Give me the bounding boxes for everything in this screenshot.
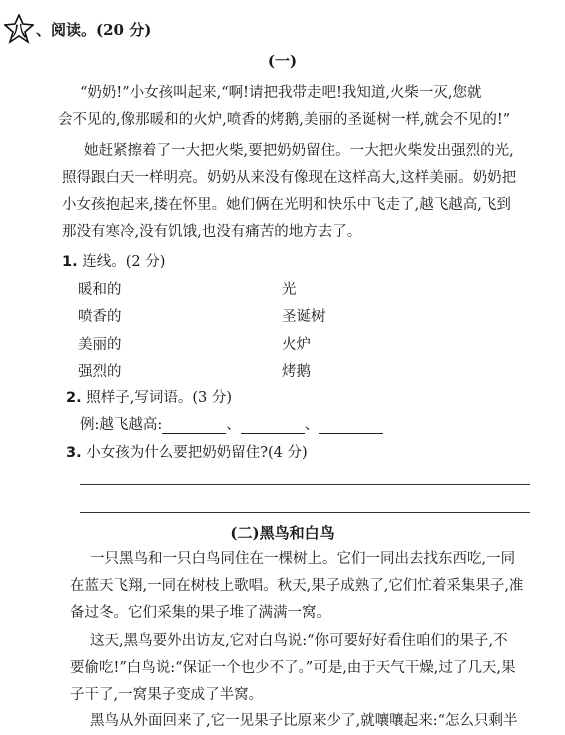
question-2-example [80, 413, 383, 434]
question-text: 照样子,写词语。(3 分) [86, 390, 232, 406]
section-title: 、阅读。(20 分) [36, 21, 152, 39]
match-left-item[interactable]: 喷香的 [78, 309, 122, 325]
section-number: 八 [11, 22, 27, 40]
text-line: 会不见的,像那暖和的火炉,喷香的烤鹅,美丽的圣诞树一样,就会不见的!” [58, 112, 511, 128]
text-line: 一只黑鸟和一只白鸟同住在一棵树上。它们一同出去找东西吃,一同 [90, 551, 516, 567]
text-line: 要偷吃!”白鸟说:“保证一个也少不了。”可是,由于天气干燥,过了几天,果 [70, 660, 516, 676]
text-line: 小女孩抱起来,搂在怀里。她们俩在光明和快乐中飞走了,越飞越高,飞到 [62, 197, 511, 213]
part2-heading: (二)黑鸟和白鸟 [230, 524, 335, 542]
part2-paragraph-3 [90, 708, 546, 735]
part1-paragraph-1 [58, 80, 536, 134]
text-line: “奶奶!”小女孩叫起来,“啊!请把我带走吧!我知道,火柴一灭,您就 [80, 85, 482, 101]
question-3 [66, 441, 308, 462]
answer-line[interactable] [80, 512, 530, 513]
answer-line[interactable] [80, 484, 530, 485]
question-number: 3. [66, 445, 82, 461]
match-right-item[interactable]: 圣诞树 [282, 309, 326, 325]
text-line: 这天,黑鸟要外出访友,它对白鸟说:“你可要好好看住咱们的果子,不 [90, 633, 508, 649]
section-number-badge [4, 14, 34, 44]
question-number: 2. [66, 390, 82, 406]
part1-heading: (一) [267, 52, 298, 70]
example-label: 例:越飞越高: [80, 417, 163, 433]
text-line: 子干了,一窝果子变成了半窝。 [70, 687, 264, 703]
part2-paragraph-1 [70, 546, 546, 627]
answer-blank[interactable] [162, 419, 226, 434]
text-line: 她赶紧擦着了一大把火柴,要把奶奶留住。一大把火柴发出强烈的光, [84, 143, 514, 159]
question-text: 连线。(2 分) [82, 254, 166, 270]
question-text: 小女孩为什么要把奶奶留住?(4 分) [86, 445, 308, 461]
match-right-item[interactable]: 火炉 [282, 337, 311, 353]
text-line: 备过冬。它们采集的果子堆了满满一窝。 [70, 605, 331, 621]
answer-blank[interactable] [319, 419, 383, 434]
part1-paragraph-2 [62, 138, 540, 246]
separator: 、 [304, 417, 320, 433]
text-line: 照得跟白天一样明亮。奶奶从来没有像现在这样高大,这样美丽。奶奶把 [62, 170, 517, 186]
match-right-item[interactable]: 烤鹅 [282, 364, 311, 380]
match-left-item[interactable]: 强烈的 [78, 364, 122, 380]
text-line: 那没有寒冷,没有饥饿,也没有痛苦的地方去了。 [62, 224, 362, 240]
question-2 [66, 386, 232, 407]
question-number: 1. [62, 254, 78, 270]
text-line: 在蓝天飞翔,一同在树枝上歌唱。秋天,果子成熟了,它们忙着采集果子,准 [70, 578, 524, 594]
answer-blank[interactable] [241, 419, 305, 434]
match-right-item[interactable]: 光 [282, 282, 297, 298]
part2-paragraph-2 [70, 628, 546, 709]
question-1 [62, 250, 165, 271]
match-left-item[interactable]: 暖和的 [78, 282, 122, 298]
separator: 、 [226, 417, 241, 433]
text-line: 黑鸟从外面回来了,它一见果子比原来少了,就嚷嚷起来:“怎么只剩半 [90, 713, 518, 729]
match-left-item[interactable]: 美丽的 [78, 337, 122, 353]
